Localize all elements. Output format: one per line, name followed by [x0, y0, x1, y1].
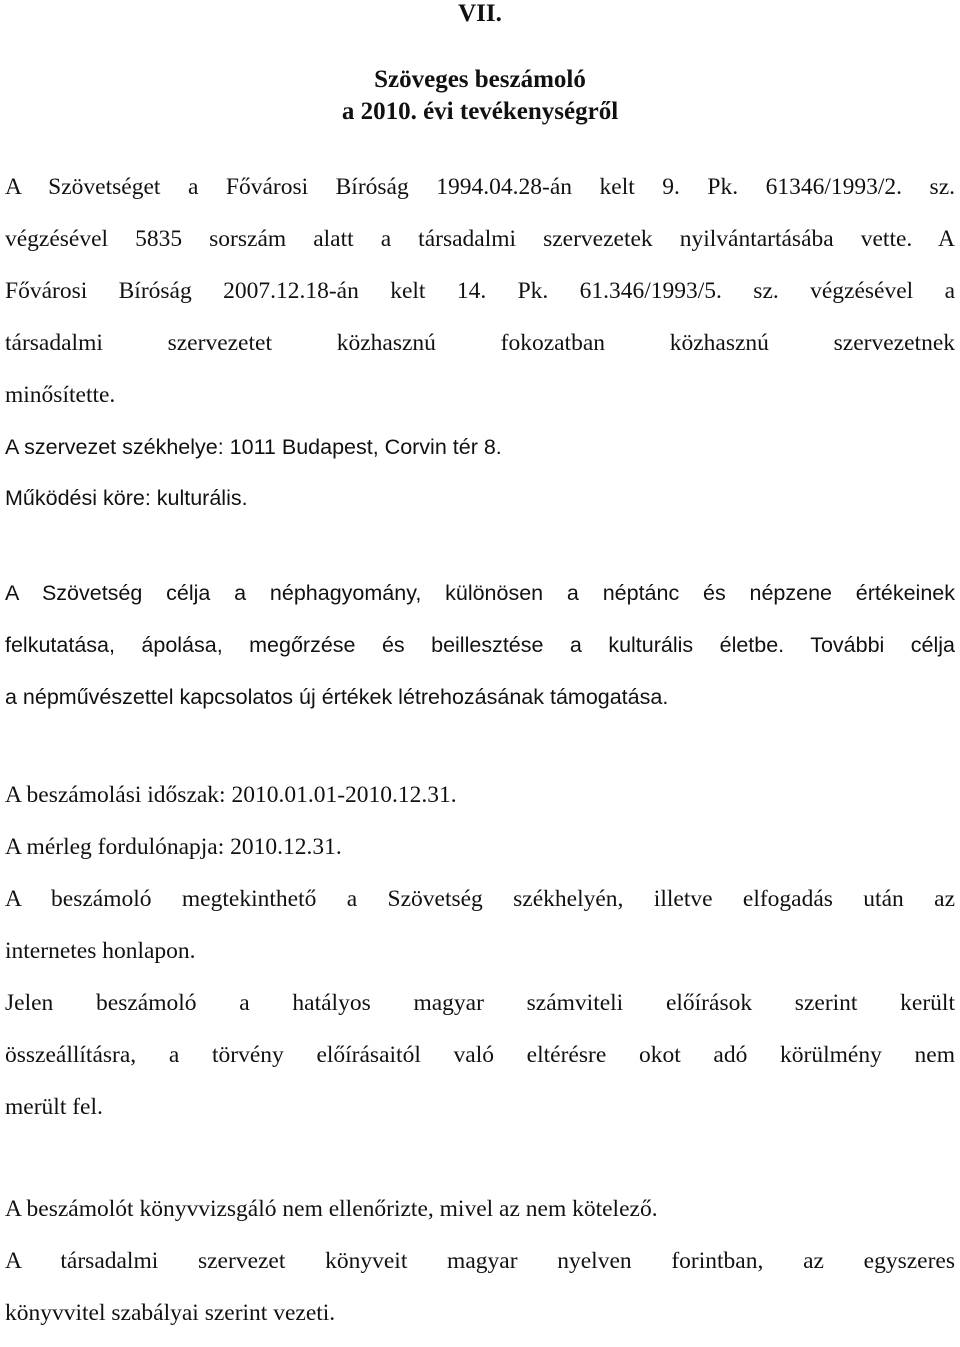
compliance-line: merült fel.	[5, 1094, 103, 1120]
registration-line: végzésével 5835 sorszám alatt a társadalmi szervezetek nyilvántartásába vette. A	[5, 226, 955, 252]
section-number: VII.	[458, 0, 502, 27]
title-line-2: a 2010. évi tevékenységről	[341, 98, 619, 125]
availability-paragraph	[5, 873, 955, 977]
purpose-line: A Szövetség célja a néphagyomány, különösen a néptánc és népzene értékeinek	[5, 581, 955, 605]
bookkeeping-line: A társadalmi szervezet könyveit magyar nyelven forintban, az egyszeres	[5, 1248, 955, 1274]
balance-date: A mérleg fordulónapja: 2010.12.31.	[5, 834, 342, 860]
bookkeeping-line: könyvvitel szabályai szerint vezeti.	[5, 1300, 336, 1326]
registration-paragraph	[5, 161, 955, 421]
audit-paragraph	[5, 1183, 955, 1235]
document-title	[5, 64, 955, 128]
registration-line: minősítette.	[5, 382, 116, 408]
bookkeeping-paragraph	[5, 1235, 955, 1339]
period-block	[5, 769, 955, 873]
registration-line: Fővárosi Bíróság 2007.12.18-án kelt 14. Pk. 61.346/1993/5. sz. végzésével a	[5, 278, 955, 304]
compliance-line: Jelen beszámoló a hatályos magyar számviteli előírások szerint került	[5, 990, 955, 1016]
title-line-1: Szöveges beszámoló	[374, 66, 586, 93]
availability-line: A beszámoló megtekinthető a Szövetség székhelyén, illetve elfogadás után az	[5, 886, 955, 912]
compliance-line: összeállításra, a törvény előírásaitól való eltérésre okot adó körülmény nem	[5, 1042, 955, 1068]
scope-line: Működési köre: kulturális.	[5, 486, 248, 510]
availability-line: internetes honlapon.	[5, 938, 196, 964]
audit-note: A beszámolót könyvvizsgáló nem ellenőrizte, mivel az nem kötelező.	[5, 1196, 658, 1222]
reporting-period: A beszámolási időszak: 2010.01.01-2010.12.31.	[5, 782, 457, 808]
registration-line: A Szövetséget a Fővárosi Bíróság 1994.04.28-án kelt 9. Pk. 61346/1993/2. sz.	[5, 174, 955, 200]
purpose-line: felkutatása, ápolása, megőrzése és beillesztése a kulturális életbe. További célja	[5, 633, 955, 657]
purpose-line: a népművészettel kapcsolatos új értékek létrehozásának támogatása.	[5, 685, 669, 709]
seat-and-scope	[5, 421, 955, 523]
document-page	[5, 0, 955, 1339]
registration-line: társadalmi szervezetet közhasznú fokozatban közhasznú szervezetnek	[5, 330, 955, 356]
seat-line: A szervezet székhelye: 1011 Budapest, Corvin tér 8.	[5, 435, 502, 459]
compliance-paragraph	[5, 977, 955, 1133]
purpose-paragraph	[5, 567, 955, 723]
